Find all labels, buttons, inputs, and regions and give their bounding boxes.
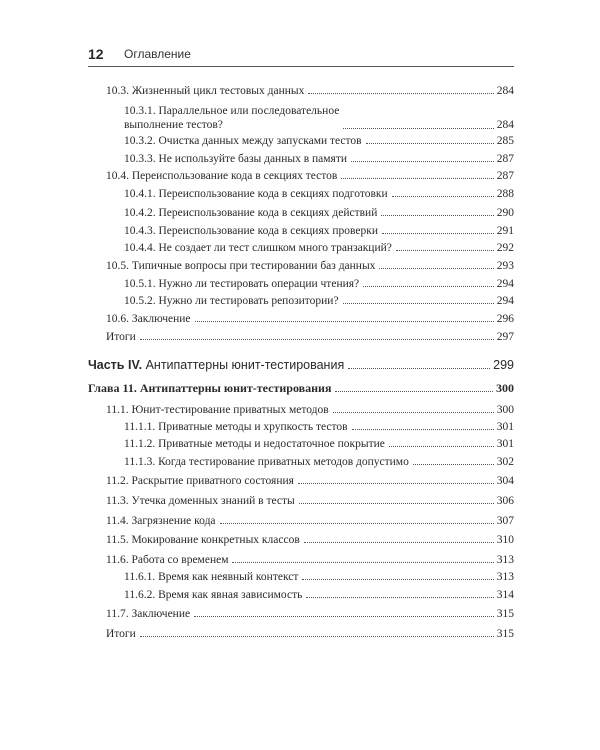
leader-dots	[392, 196, 494, 197]
toc-entry-page: 290	[496, 207, 514, 219]
toc-entry-10-3-1	[124, 100, 514, 132]
toc-entry-page: 306	[496, 495, 514, 507]
toc-entry-title: Итоги	[106, 331, 136, 343]
toc-entry-page: 314	[496, 589, 514, 601]
leader-dots	[306, 597, 493, 598]
toc-entry-11-1	[106, 403, 514, 420]
toc-entry-title: 10.4.2. Переиспользование кода в секциях действий	[124, 207, 378, 219]
toc-entry-title: 10.6. Заключение	[106, 313, 191, 325]
toc-entry-11-1-1	[124, 420, 514, 437]
toc-entry-page: 292	[496, 242, 514, 254]
toc-entry-10-6	[106, 312, 514, 329]
toc-entry-page: 288	[496, 188, 514, 200]
toc-entry-title: 11.5. Мокирование конкретных классов	[106, 534, 300, 546]
toc-entry-page: 301	[496, 421, 514, 433]
toc-entry-title: Итоги	[106, 628, 136, 640]
toc-entry-page: 284	[496, 85, 514, 97]
toc-entry-10-4-4	[124, 241, 514, 258]
leader-dots	[363, 286, 494, 287]
leader-dots	[348, 368, 490, 369]
toc-entry-title: 10.4.3. Переиспользование кода в секциях проверки	[124, 225, 378, 237]
toc-entry-summary-10	[106, 330, 514, 347]
toc-entry-10-3-3	[124, 152, 514, 169]
toc-entry-11-1-2	[124, 437, 514, 454]
toc-entry-title: 11.2. Раскрытие приватного состояния	[106, 475, 294, 487]
toc-entry-10-3	[106, 84, 514, 101]
toc-entry-page: 287	[496, 153, 514, 165]
toc-entry-10-4-1	[124, 187, 514, 204]
toc-entry-title: 11.1.2. Приватные методы и недостаточное покрытие	[124, 438, 385, 450]
toc-entry-10-5	[106, 259, 514, 276]
toc-chapter-11	[88, 381, 514, 398]
toc-entry-title: 10.5.1. Нужно ли тестировать операции чтения?	[124, 278, 360, 290]
toc-entry-page: 285	[496, 135, 514, 147]
toc-entry-title: 11.3. Утечка доменных знаний в тесты	[106, 495, 295, 507]
toc-entry-page: 294	[496, 278, 514, 290]
leader-dots	[304, 542, 494, 543]
toc-entry-title: 11.1.1. Приватные методы и хрупкость тестов	[124, 421, 348, 433]
leader-dots	[343, 128, 493, 129]
leader-dots	[232, 562, 493, 563]
leader-dots	[140, 339, 494, 340]
toc-entry-11-4	[106, 514, 514, 531]
toc-entry-page: 313	[496, 554, 514, 566]
toc-entry-title: 10.3.1. Параллельное или последовательное выполнение тестов?	[124, 105, 340, 131]
toc-part-4	[88, 358, 514, 375]
toc-entry-page: 304	[496, 475, 514, 487]
toc-entry-11-1-3	[124, 455, 514, 472]
toc-entry-title: 10.4.4. Не создает ли тест слишком много транзакций?	[124, 242, 392, 254]
leader-dots	[194, 616, 494, 617]
toc-entry-11-6-1	[124, 570, 514, 587]
toc-entry-title: 11.6. Работа со временем	[106, 554, 229, 566]
leader-dots	[195, 321, 494, 322]
leader-dots	[333, 412, 494, 413]
toc-entry-page: 315	[496, 628, 514, 640]
toc-entry-11-7	[106, 607, 514, 624]
leader-dots	[343, 303, 494, 304]
page-number: 12	[88, 46, 104, 62]
toc-entry-title: 10.4.1. Переиспользование кода в секциях подготовки	[124, 188, 388, 200]
leader-dots	[351, 161, 494, 162]
toc-entry-page: 313	[496, 571, 514, 583]
toc-entry-10-5-1	[124, 277, 514, 294]
leader-dots	[341, 178, 493, 179]
toc-entry-title: 10.3.3. Не используйте базы данных в памяти	[124, 153, 348, 165]
toc-entry-page: 294	[496, 295, 514, 307]
toc-entry-page: 307	[496, 515, 514, 527]
leader-dots	[335, 391, 493, 392]
toc-entry-title: 10.5.2. Нужно ли тестировать репозитории?	[124, 295, 339, 307]
toc-entry-page: 284	[496, 119, 514, 131]
leader-dots	[413, 464, 494, 465]
leader-dots	[220, 523, 494, 524]
toc-entry-page: 293	[496, 260, 514, 272]
toc-entry-11-2	[106, 474, 514, 491]
toc-entry-page: 299	[493, 358, 514, 372]
leader-dots	[382, 233, 494, 234]
toc-entry-page: 296	[496, 313, 514, 325]
toc-entry-title: 11.1.3. Когда тестирование приватных методов допустимо	[124, 456, 409, 468]
leader-dots	[379, 268, 493, 269]
toc-entry-title: 11.4. Загрязнение кода	[106, 515, 216, 527]
toc-entry-page: 287	[496, 170, 514, 182]
toc-entry-page: 297	[496, 331, 514, 343]
leader-dots	[381, 215, 493, 216]
toc-entry-10-4-3	[124, 224, 514, 241]
toc-entry-title: 10.4. Переиспользование кода в секциях тестов	[106, 170, 338, 182]
leader-dots	[308, 93, 493, 94]
leader-dots	[366, 143, 494, 144]
toc-entry-page: 301	[496, 438, 514, 450]
toc-entry-title: Глава 11. Антипаттерны юнит-тестирования	[88, 381, 332, 395]
leader-dots	[298, 483, 494, 484]
toc-entry-11-5	[106, 533, 514, 550]
toc-entry-title: Антипаттерны юнит-тестирования	[145, 358, 345, 372]
toc-entry-page: 300	[496, 404, 514, 416]
toc-entry-title: 11.1. Юнит-тестирование приватных методов	[106, 404, 329, 416]
leader-dots	[396, 250, 494, 251]
toc-entry-page: 300	[496, 381, 514, 395]
toc-entry-title: 11.6.2. Время как явная зависимость	[124, 589, 303, 601]
leader-dots	[389, 446, 494, 447]
toc-entry-page: 315	[496, 608, 514, 620]
toc-entry-title: 11.7. Заключение	[106, 608, 191, 620]
toc-entry-10-5-2	[124, 294, 514, 311]
toc-entry-11-6	[106, 553, 514, 570]
toc-entry-11-3	[106, 494, 514, 511]
leader-dots	[352, 429, 494, 430]
leader-dots	[140, 636, 494, 637]
part-label: Часть IV.	[88, 358, 143, 372]
leader-dots	[299, 503, 494, 504]
toc-entry-10-4	[106, 169, 514, 186]
toc-entry-page: 310	[496, 534, 514, 546]
leader-dots	[302, 579, 493, 580]
toc-entry-title: 11.6.1. Время как неявный контекст	[124, 571, 299, 583]
toc-entry-page: 302	[496, 456, 514, 468]
toc-entry-title: 10.3.2. Очистка данных между запусками тестов	[124, 135, 362, 147]
toc-entry-summary-11	[106, 627, 514, 644]
toc-entry-10-4-2	[124, 206, 514, 223]
running-title: Оглавление	[124, 47, 191, 61]
toc-entry-page: 291	[496, 225, 514, 237]
toc-entry-title: 10.3. Жизненный цикл тестовых данных	[106, 85, 305, 97]
toc-entry-10-3-2	[124, 134, 514, 151]
toc-entry-11-6-2	[124, 588, 514, 605]
toc-entry-title: 10.5. Типичные вопросы при тестировании баз данных	[106, 260, 376, 272]
